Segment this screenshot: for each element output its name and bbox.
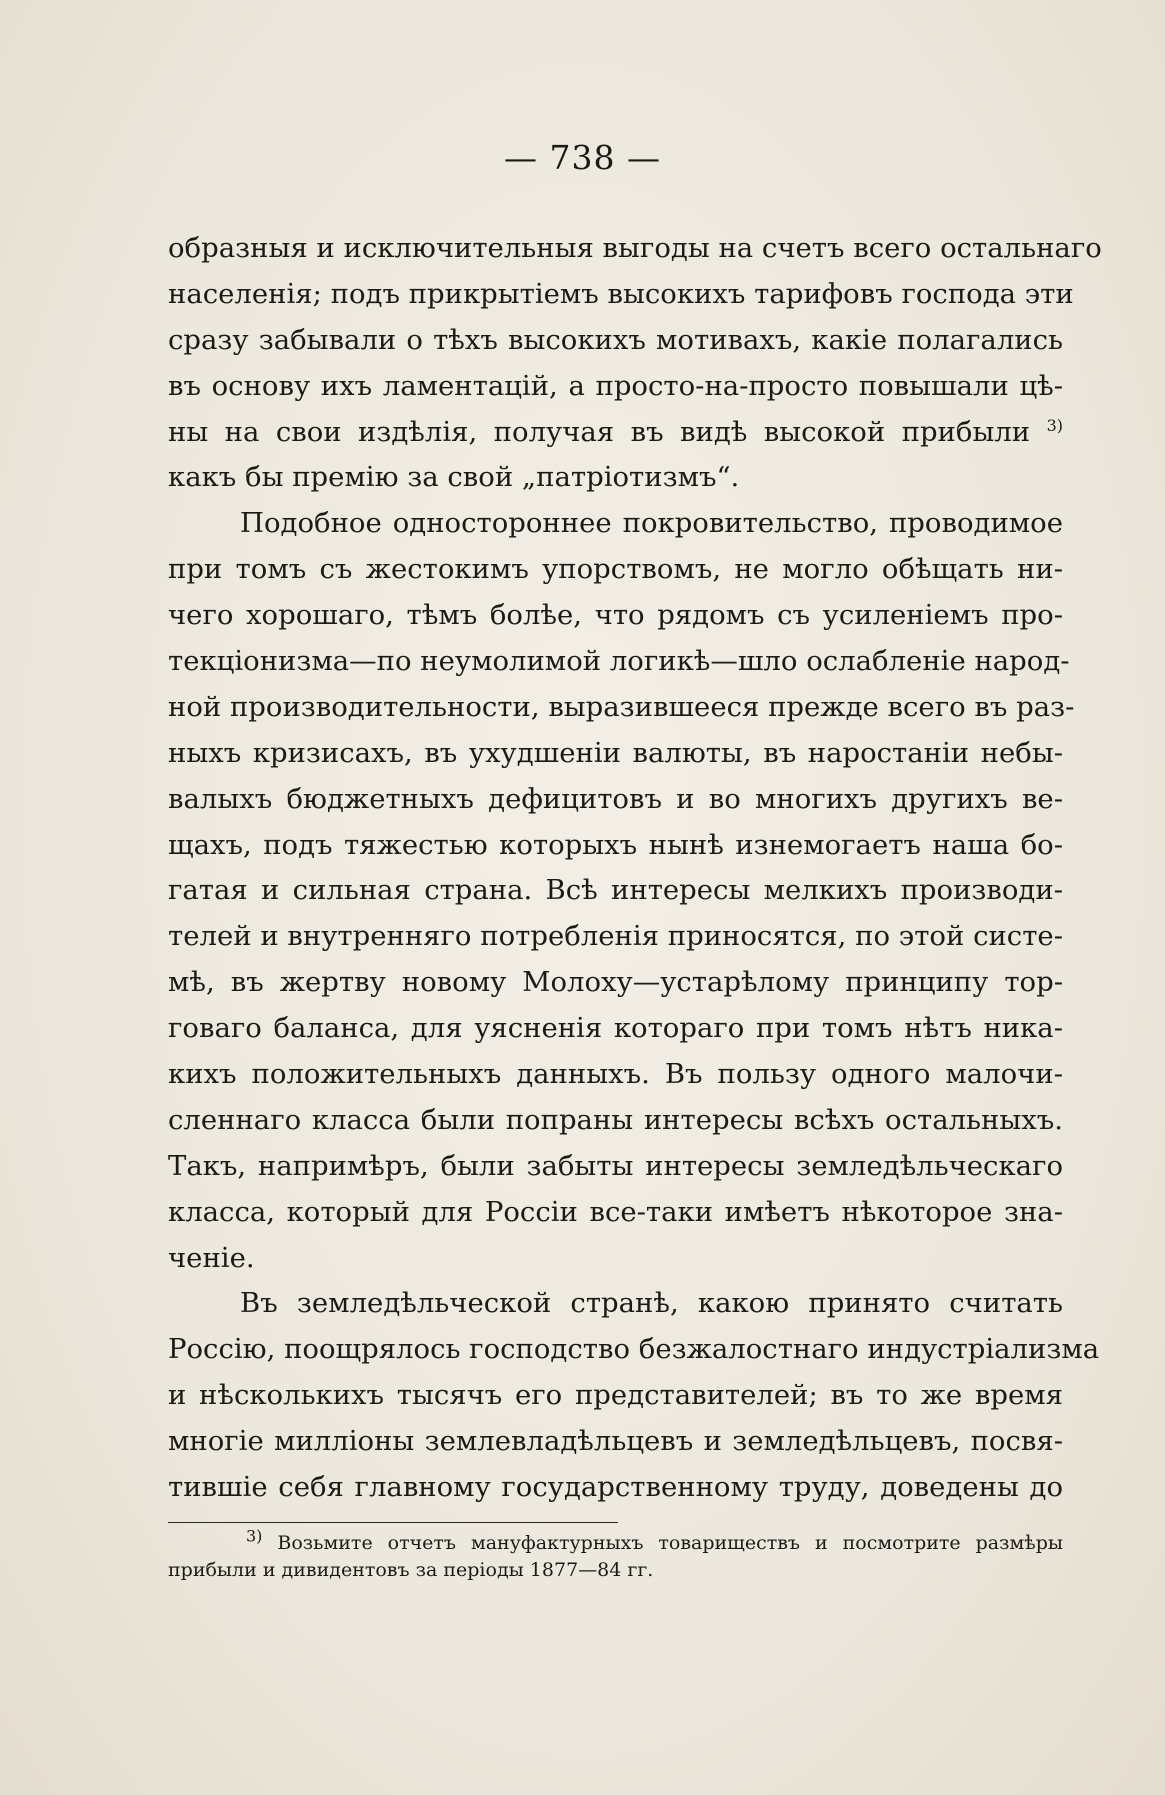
text-line: ченіе. xyxy=(168,1241,255,1274)
footnote-line xyxy=(168,1526,1063,1557)
text-line: при томъ съ жестокимъ упорствомъ, не могло обѣщать ни- xyxy=(168,553,1063,586)
text-line: тившіе себя главному государственному труду, доведены до xyxy=(168,1471,1063,1504)
text-segment: ны на свои издѣлія, получая въ видѣ высокой прибыли xyxy=(168,415,1047,448)
text-line: сленнаго класса были попраны интересы всѣхъ остальныхъ. xyxy=(168,1103,1063,1136)
text-line: населенія; подъ прикрытіемъ высокихъ тарифовъ господа эти xyxy=(168,277,1074,310)
text-line: ной производительности, выразившееся прежде всего въ раз- xyxy=(168,690,1075,723)
text-line: мѣ, въ жертву новому Молоху—устарѣлому принципу тор- xyxy=(168,966,1063,999)
text-line: текціонизма—по неумолимой логикѣ—шло ослабленіе народ- xyxy=(168,645,1070,678)
text-line: ныхъ кризисахъ, въ ухудшеніи валюты, въ наростаніи небы- xyxy=(168,736,1063,769)
text-line: телей и внутренняго потребленія приносятся, по этой систе- xyxy=(168,920,1063,953)
text-line: многіе милліоны землевладѣльцевъ и земледѣльцевъ, посвя- xyxy=(168,1425,1063,1458)
footnote xyxy=(168,1526,1063,1584)
text-line: какъ бы премію за свой „патріотизмъ“. xyxy=(168,461,740,494)
text-line: щахъ, подъ тяжестью которыхъ нынѣ изнемогаетъ наша бо- xyxy=(168,828,1063,861)
footnote-reference: 3) xyxy=(1046,415,1063,435)
text-line: Такъ, напримѣръ, были забыты интересы земледѣльческаго xyxy=(168,1149,1063,1182)
text-line: Въ земледѣльческой странѣ, какою принято считать xyxy=(240,1287,1063,1320)
body-text xyxy=(168,226,1102,1511)
footnote-divider xyxy=(168,1522,618,1523)
text-line: Подобное одностороннее покровительство, проводимое xyxy=(240,507,1063,540)
text-line: въ основу ихъ ламентацій, а просто-на-просто повышали цѣ- xyxy=(168,369,1063,402)
page-number: — 738 — xyxy=(504,138,661,177)
footnote-line: прибыли и дивидентовъ за періоды 1877—84 гг. xyxy=(168,1559,654,1581)
text-line: гатая и сильная страна. Всѣ интересы мелкихъ производи- xyxy=(168,874,1063,907)
text-line: говаго баланса, для уясненія котораго при томъ нѣтъ ника- xyxy=(168,1012,1063,1045)
text-line: и нѣсколькихъ тысячъ его представителей; въ то же время xyxy=(168,1379,1063,1412)
text-line: валыхъ бюджетныхъ дефицитовъ и во многихъ другихъ ве- xyxy=(168,782,1063,815)
text-line: образныя и исключительныя выгоды на счетъ всего остальнаго xyxy=(168,232,1102,264)
text-line: класса, который для Россіи все-таки имѣетъ нѣкоторое зна- xyxy=(168,1195,1063,1228)
text-line xyxy=(168,410,1063,456)
footnote-text: Возьмите отчетъ мануфактурныхъ товариществъ и посмотрите размѣры xyxy=(262,1532,1063,1554)
text-line: сразу забывали о тѣхъ высокихъ мотивахъ, какіе полагались xyxy=(168,323,1063,356)
text-line: кихъ положительныхъ данныхъ. Въ пользу одного малочи- xyxy=(168,1058,1063,1091)
text-line: чего хорошаго, тѣмъ болѣе, что рядомъ съ усиленіемъ про- xyxy=(168,599,1063,632)
footnote-mark: 3) xyxy=(246,1526,263,1546)
text-line: Россію, поощрялось господство безжалостнаго индустріализма xyxy=(168,1333,1100,1366)
